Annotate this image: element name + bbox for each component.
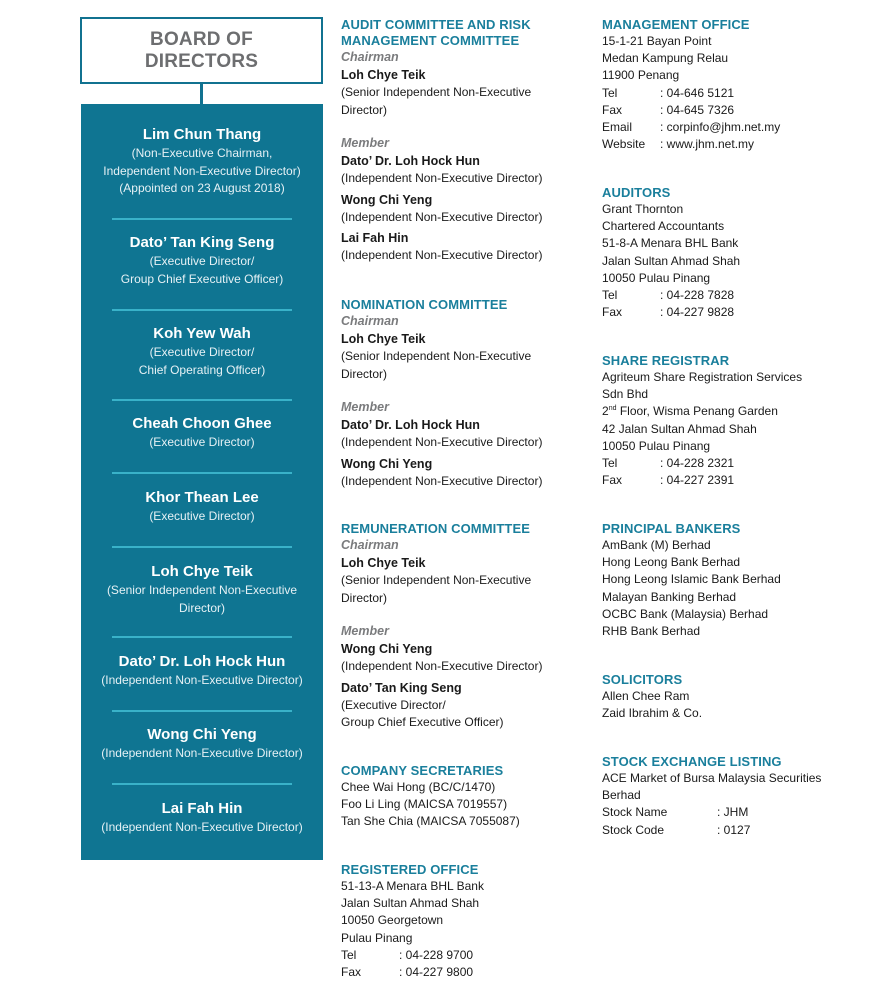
- member-name: Loh Chye Teik: [341, 556, 426, 570]
- director-name: Dato’ Dr. Loh Hock Hun: [118, 653, 286, 670]
- address-line: Sdn Bhd: [602, 387, 649, 402]
- listing-line: ACE Market of Bursa Malaysia Securities: [602, 771, 822, 785]
- member-role: (Senior Independent Non-Executive: [341, 573, 532, 587]
- member-name: Dato’ Tan King Seng: [341, 680, 462, 695]
- divider: [112, 218, 292, 220]
- director-name: Cheah Choon Ghee: [132, 415, 272, 432]
- remuneration-committee: [341, 521, 581, 732]
- divider: [112, 472, 292, 474]
- website-link[interactable]: : www.jhm.net.my: [660, 137, 755, 152]
- board-panel: [81, 104, 323, 860]
- tel-label: Tel: [341, 947, 357, 962]
- director-entry: [81, 488, 323, 526]
- address-line: Jalan Sultan Ahmad Shah: [341, 896, 480, 911]
- tel-label: Tel: [602, 288, 618, 303]
- board-header: [80, 17, 323, 84]
- section-title: AUDIT COMMITTEE AND RISK: [341, 17, 531, 32]
- director-role: (Executive Director): [149, 509, 255, 523]
- divider: [112, 636, 292, 638]
- director-name: Wong Chi Yeng: [147, 726, 257, 743]
- address-line: Grant Thornton: [602, 202, 684, 216]
- address-line: 10050 Georgetown: [341, 913, 444, 928]
- stock-code-row: [602, 822, 862, 839]
- director-entry: [81, 799, 323, 837]
- member-name: Wong Chi Yeng: [341, 192, 433, 207]
- address-line: Agriteum Share Registration Services: [602, 370, 803, 384]
- address-line: [602, 403, 862, 420]
- section-title: NOMINATION COMMITTEE: [341, 297, 508, 312]
- email-label: Email: [602, 120, 633, 135]
- address-line: 51-13-A Menara BHL Bank: [341, 879, 484, 893]
- director-name: Khor Thean Lee: [145, 489, 259, 506]
- fax-label: Fax: [602, 473, 623, 488]
- chairman-label: Chairman: [341, 50, 399, 64]
- listing-line: Berhad: [602, 788, 641, 803]
- fax-label: Fax: [602, 102, 623, 117]
- divider: [112, 783, 292, 785]
- member-name: Dato’ Dr. Loh Hock Hun: [341, 418, 480, 432]
- solicitors: [602, 672, 862, 722]
- director-role: Chief Operating Officer): [138, 362, 266, 377]
- email-link[interactable]: : corpinfo@jhm.net.my: [660, 120, 781, 135]
- auditors: [602, 185, 862, 321]
- director-role: (Senior Independent Non-Executive: [106, 583, 298, 597]
- divider: [112, 399, 292, 401]
- nomination-committee: [341, 297, 581, 490]
- divider: [112, 309, 292, 311]
- section-title: REMUNERATION COMMITTEE: [341, 521, 531, 536]
- member-name: Wong Chi Yeng: [341, 456, 433, 471]
- address-line: 51-8-A Menara BHL Bank: [602, 236, 739, 251]
- divider: [112, 546, 292, 548]
- director-role: (Independent Non-Executive Director): [101, 820, 303, 834]
- member-role: (Senior Independent Non-Executive: [341, 85, 532, 99]
- secretary-line: Foo Li Ling (MAICSA 7019557): [341, 797, 508, 812]
- connector-line: [200, 84, 203, 104]
- member-name: Lai Fah Hin: [341, 231, 409, 245]
- website-label: Website: [602, 137, 646, 152]
- member-role: (Executive Director/: [341, 697, 446, 712]
- banker-line: Hong Leong Bank Berhad: [602, 555, 741, 570]
- director-name: Lai Fah Hin: [161, 800, 243, 817]
- fax-label: Fax: [602, 305, 623, 320]
- stock-code-label: Stock Code: [602, 822, 665, 837]
- director-role: (Non-Executive Chairman,: [131, 146, 273, 160]
- principal-bankers: [602, 521, 862, 640]
- registered-office: [341, 862, 581, 981]
- floor-ordinal: nd: [608, 405, 617, 413]
- fax-row: [341, 964, 581, 981]
- solicitor-line: Allen Chee Ram: [602, 689, 690, 703]
- management-office: [602, 17, 862, 153]
- member-name: Loh Chye Teik: [341, 332, 426, 346]
- share-registrar: [602, 353, 862, 489]
- member-role: (Independent Non-Executive Director): [341, 248, 543, 262]
- member-label: Member: [341, 624, 389, 638]
- director-name: Koh Yew Wah: [153, 325, 251, 342]
- divider: [112, 710, 292, 712]
- member-label: Member: [341, 136, 389, 150]
- floor-number: 2: [602, 404, 609, 419]
- member-label: Member: [341, 400, 389, 414]
- tel-row: [602, 85, 862, 102]
- member-role: Director): [341, 590, 388, 605]
- section-title: COMPANY SECRETARIES: [341, 763, 504, 778]
- tel-value: : 04-228 2321: [660, 456, 735, 471]
- member-role: Director): [341, 102, 388, 117]
- secretary-line: Tan She Chia (MAICSA 7055087): [341, 814, 520, 829]
- director-role: (Appointed on 23 August 2018): [119, 181, 285, 195]
- section-title: MANAGEMENT OFFICE: [602, 17, 750, 32]
- address-line: Jalan Sultan Ahmad Shah: [602, 253, 741, 268]
- fax-value: : 04-227 9800: [399, 965, 474, 980]
- member-role: (Senior Independent Non-Executive: [341, 349, 532, 363]
- fax-row: [602, 472, 862, 489]
- section-title: STOCK EXCHANGE LISTING: [602, 754, 782, 769]
- address-line: 15-1-21 Bayan Point: [602, 34, 712, 48]
- address-line: 10050 Pulau Pinang: [602, 438, 711, 453]
- director-entry: [81, 562, 323, 617]
- section-title: PRINCIPAL BANKERS: [602, 521, 741, 536]
- stock-name-row: [602, 804, 862, 821]
- director-entry: [81, 233, 323, 288]
- member-role: (Independent Non-Executive Director): [341, 435, 543, 449]
- director-name: Loh Chye Teik: [151, 563, 253, 580]
- fax-label: Fax: [341, 965, 362, 980]
- banker-line: Hong Leong Islamic Bank Berhad: [602, 572, 781, 587]
- stock-exchange-listing: [602, 754, 862, 839]
- banker-line: AmBank (M) Berhad: [602, 538, 711, 552]
- solicitor-line: Zaid Ibrahim & Co.: [602, 706, 703, 721]
- section-title: SHARE REGISTRAR: [602, 353, 730, 368]
- fax-row: [602, 304, 862, 321]
- director-name: Lim Chun Thang: [142, 126, 262, 143]
- member-name: Loh Chye Teik: [341, 68, 426, 82]
- tel-value: : 04-228 9700: [399, 947, 474, 962]
- tel-value: : 04-646 5121: [660, 85, 735, 100]
- tel-row: [602, 287, 862, 304]
- address-line: 11900 Penang: [602, 68, 680, 83]
- stock-name-value: : JHM: [717, 805, 749, 820]
- section-title: MANAGEMENT COMMITTEE: [341, 33, 520, 48]
- stock-code-value: : 0127: [717, 822, 751, 837]
- director-entry: [81, 414, 323, 452]
- member-role: (Independent Non-Executive Director): [341, 171, 543, 185]
- email-row: [602, 119, 862, 136]
- member-name: Wong Chi Yeng: [341, 642, 433, 656]
- director-role: (Executive Director/: [149, 254, 255, 268]
- banker-line: Malayan Banking Berhad: [602, 589, 737, 604]
- director-name: Dato’ Tan King Seng: [129, 234, 275, 251]
- board-title: BOARD OF DIRECTORS: [144, 28, 259, 72]
- chairman-label: Chairman: [341, 314, 399, 328]
- member-role: (Independent Non-Executive Director): [341, 659, 543, 673]
- director-role: (Independent Non-Executive Director): [101, 746, 303, 760]
- website-row: [602, 136, 862, 153]
- section-title: SOLICITORS: [602, 672, 683, 687]
- director-role: Director): [178, 600, 225, 615]
- banker-line: OCBC Bank (Malaysia) Berhad: [602, 606, 769, 621]
- director-entry: [81, 125, 323, 198]
- director-role: Group Chief Executive Officer): [120, 271, 284, 286]
- floor-text: Floor, Wisma Penang Garden: [616, 404, 778, 419]
- director-role: (Independent Non-Executive Director): [101, 673, 303, 687]
- section-title: AUDITORS: [602, 185, 671, 200]
- company-secretaries: [341, 763, 581, 831]
- director-entry: [81, 652, 323, 690]
- tel-row: [602, 455, 862, 472]
- tel-value: : 04-228 7828: [660, 288, 735, 303]
- member-role: Group Chief Executive Officer): [341, 715, 504, 729]
- director-role: Independent Non-Executive Director): [103, 163, 301, 178]
- member-name: Dato’ Dr. Loh Hock Hun: [341, 154, 480, 168]
- director-role: (Executive Director): [149, 435, 255, 449]
- fax-value: : 04-227 9828: [660, 305, 735, 320]
- tel-row: [341, 947, 581, 964]
- audit-committee: [341, 17, 581, 265]
- fax-value: : 04-645 7326: [660, 102, 735, 117]
- director-entry: [81, 324, 323, 379]
- tel-label: Tel: [602, 456, 618, 471]
- stock-name-label: Stock Name: [602, 805, 668, 820]
- address-line: Chartered Accountants: [602, 219, 725, 234]
- address-line: 42 Jalan Sultan Ahmad Shah: [602, 421, 757, 436]
- member-role: (Independent Non-Executive Director): [341, 473, 543, 488]
- section-title: REGISTERED OFFICE: [341, 862, 479, 877]
- secretary-line: Chee Wai Hong (BC/C/1470): [341, 780, 496, 794]
- address-line: Medan Kampung Relau: [602, 51, 729, 66]
- address-line: 10050 Pulau Pinang: [602, 270, 711, 285]
- fax-value: : 04-227 2391: [660, 473, 735, 488]
- director-entry: [81, 725, 323, 763]
- member-role: Director): [341, 366, 388, 381]
- chairman-label: Chairman: [341, 538, 399, 552]
- director-role: (Executive Director/: [149, 345, 255, 359]
- fax-row: [602, 102, 862, 119]
- tel-label: Tel: [602, 85, 618, 100]
- member-role: (Independent Non-Executive Director): [341, 209, 543, 224]
- address-line: Pulau Pinang: [341, 930, 413, 945]
- banker-line: RHB Bank Berhad: [602, 624, 701, 639]
